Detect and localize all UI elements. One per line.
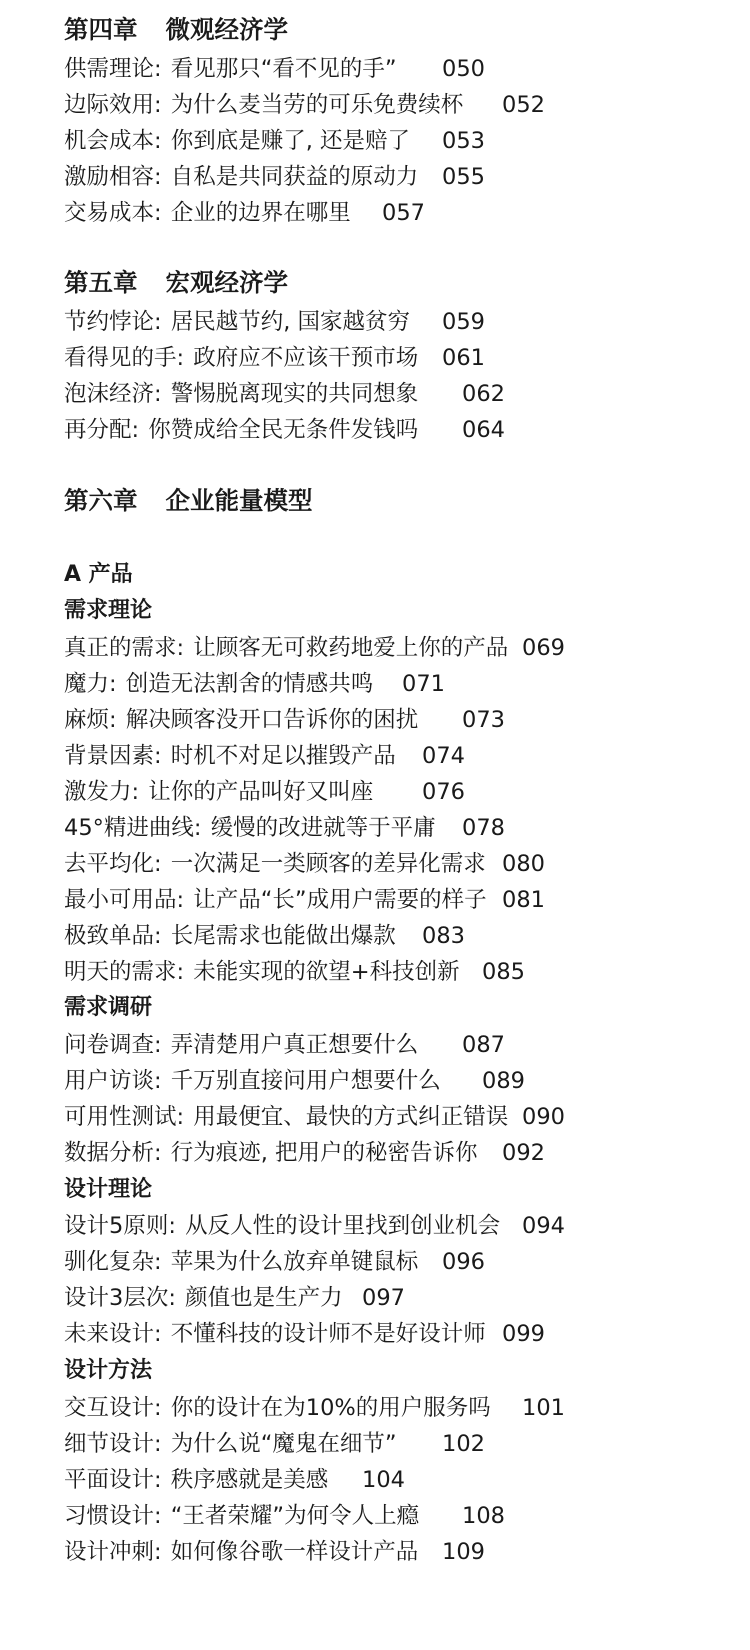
entry-desc: 看见那只“看不见的手” <box>170 56 397 82</box>
toc-entry[interactable]: 平面设计: 秩序感就是美感 104 <box>64 1462 328 1498</box>
entry-desc: 让产品“长”成用户需要的样子 <box>193 887 487 913</box>
entry-desc: 自私是共同获益的原动力 <box>170 164 419 190</box>
toc-entry[interactable]: 最小可用品: 让产品“长”成用户需要的样子 081 <box>64 882 487 918</box>
entry-page: 085 <box>482 959 525 985</box>
toc-entry[interactable]: 设计5原则: 从反人性的设计里找到创业机会 094 <box>64 1208 500 1244</box>
entry-page: 061 <box>442 345 485 371</box>
toc-entry[interactable]: 真正的需求: 让顾客无可救药地爱上你的产品 069 <box>64 630 508 666</box>
toc-entry[interactable]: 交互设计: 你的设计在为10%的用户服务吗 101 <box>64 1390 491 1426</box>
toc-entry[interactable]: 数据分析: 行为痕迹, 把用户的秘密告诉你 092 <box>64 1135 478 1171</box>
entry-page: 081 <box>502 887 545 913</box>
entry-page: 064 <box>462 417 505 443</box>
entry-title: 交互设计 <box>64 1395 155 1421</box>
toc-entry[interactable]: 麻烦: 解决顾客没开口告诉你的困扰 073 <box>64 702 418 738</box>
entry-title: 习惯设计 <box>64 1503 155 1529</box>
toc-entry[interactable]: 45°精进曲线: 缓慢的改进就等于平庸 078 <box>64 810 436 846</box>
entry-desc: 你的设计在为10%的用户服务吗 <box>170 1395 491 1421</box>
entry-title: 未来设计 <box>64 1321 155 1347</box>
entry-title: 细节设计 <box>64 1431 155 1457</box>
entry-desc: 企业的边界在哪里 <box>170 200 351 226</box>
entry-desc: 时机不对足以摧毁产品 <box>170 743 396 769</box>
section-heading: 需求调研 <box>64 995 153 1020</box>
toc-entry[interactable]: 未来设计: 不懂科技的设计师不是好设计师 099 <box>64 1316 486 1352</box>
entry-page: 090 <box>522 1104 565 1130</box>
entry-title: 再分配 <box>64 417 132 443</box>
chapter-heading <box>64 265 288 301</box>
part-heading: A 产品 <box>64 562 133 587</box>
entry-page: 062 <box>462 381 505 407</box>
entry-desc: 秩序感就是美感 <box>170 1467 329 1493</box>
entry-title: 魔力 <box>64 671 110 697</box>
entry-page: 101 <box>522 1395 565 1421</box>
entry-title: 平面设计 <box>64 1467 155 1493</box>
entry-title: 设计5原则 <box>64 1213 169 1239</box>
entry-desc: 你赞成给全民无条件发钱吗 <box>148 417 419 443</box>
entry-desc: 为什么说“魔鬼在细节” <box>170 1431 397 1457</box>
chapter-label: 第五章 <box>64 268 138 297</box>
entry-page: 074 <box>422 743 465 769</box>
toc-entry[interactable]: 习惯设计: “王者荣耀”为何令人上瘾 108 <box>64 1498 419 1534</box>
entry-desc: 缓慢的改进就等于平庸 <box>210 815 436 841</box>
entry-page: 096 <box>442 1249 485 1275</box>
entry-page: 092 <box>502 1140 545 1166</box>
entry-page: 078 <box>462 815 505 841</box>
chapter-name: 宏观经济学 <box>165 268 288 297</box>
entry-desc: 警惕脱离现实的共同想象 <box>170 381 419 407</box>
section-heading: 设计理论 <box>64 1177 153 1202</box>
entry-title: 极致单品 <box>64 923 155 949</box>
entry-page: 076 <box>422 779 465 805</box>
entry-desc: 一次满足一类顾客的差异化需求 <box>170 851 486 877</box>
entry-title: 机会成本 <box>64 128 155 154</box>
entry-desc: 创造无法割舍的情感共鸣 <box>125 671 374 697</box>
entry-desc: 不懂科技的设计师不是好设计师 <box>170 1321 486 1347</box>
entry-desc: 让顾客无可救药地爱上你的产品 <box>193 635 509 661</box>
chapter-name: 微观经济学 <box>165 15 288 44</box>
entry-page: 052 <box>502 92 545 118</box>
toc-entry[interactable]: 背景因素: 时机不对足以摧毁产品 074 <box>64 738 396 774</box>
entry-desc: 颜值也是生产力 <box>185 1285 343 1311</box>
entry-desc: 苹果为什么放弃单键鼠标 <box>170 1249 419 1275</box>
entry-page: 089 <box>482 1068 525 1094</box>
entry-title: 问卷调查 <box>64 1032 155 1058</box>
entry-title: 泡沫经济 <box>64 381 155 407</box>
entry-desc: 千万别直接问用户想要什么 <box>170 1068 441 1094</box>
toc-entry[interactable]: 可用性测试: 用最便宜、最快的方式纠正错误 090 <box>64 1099 508 1135</box>
toc-entry[interactable]: 明天的需求: 未能实现的欲望+科技创新 085 <box>64 954 460 990</box>
entry-desc: 居民越节约, 国家越贫穷 <box>170 309 411 335</box>
entry-desc: 行为痕迹, 把用户的秘密告诉你 <box>170 1140 478 1166</box>
toc-entry[interactable]: 再分配: 你赞成给全民无条件发钱吗 064 <box>64 412 418 448</box>
entry-page: 108 <box>462 1503 505 1529</box>
toc-entry[interactable]: 激发力: 让你的产品叫好又叫座 076 <box>64 774 373 810</box>
entry-title: 激发力 <box>64 779 132 805</box>
entry-desc: 政府应不应该干预市场 <box>193 345 419 371</box>
entry-page: 097 <box>362 1285 405 1311</box>
toc-entry[interactable]: 节约悖论: 居民越节约, 国家越贫穷 059 <box>64 304 410 340</box>
toc-entry[interactable]: 去平均化: 一次满足一类顾客的差异化需求 080 <box>64 846 486 882</box>
entry-title: 驯化复杂 <box>64 1249 155 1275</box>
toc-entry[interactable]: 泡沫经济: 警惕脱离现实的共同想象 062 <box>64 376 418 412</box>
chapter-label: 第四章 <box>64 15 138 44</box>
entry-page: 094 <box>522 1213 565 1239</box>
entry-page: 071 <box>402 671 445 697</box>
entry-page: 057 <box>382 200 425 226</box>
entry-page: 053 <box>442 128 485 154</box>
entry-page: 099 <box>502 1321 545 1347</box>
toc-entry[interactable]: 用户访谈: 千万别直接问用户想要什么 089 <box>64 1063 441 1099</box>
entry-title: 明天的需求 <box>64 959 177 985</box>
toc-entry[interactable]: 边际效用: 为什么麦当劳的可乐免费续杯 052 <box>64 87 463 123</box>
entry-page: 055 <box>442 164 485 190</box>
entry-title: 看得见的手 <box>64 345 177 371</box>
entry-page: 069 <box>522 635 565 661</box>
entry-page: 087 <box>462 1032 505 1058</box>
entry-title: 激励相容 <box>64 164 155 190</box>
entry-page: 104 <box>362 1467 405 1493</box>
entry-title: 用户访谈 <box>64 1068 155 1094</box>
entry-desc: 长尾需求也能做出爆款 <box>170 923 396 949</box>
toc-entry[interactable]: 魔力: 创造无法割舍的情感共鸣 071 <box>64 666 373 702</box>
entry-title: 交易成本 <box>64 200 155 226</box>
toc-entry[interactable]: 问卷调查: 弄清楚用户真正想要什么 087 <box>64 1027 418 1063</box>
entry-title: 设计3层次 <box>64 1285 169 1311</box>
toc-entry[interactable]: 激励相容: 自私是共同获益的原动力 055 <box>64 159 418 195</box>
entry-desc: 如何像谷歌一样设计产品 <box>170 1539 419 1565</box>
toc-entry[interactable]: 看得见的手: 政府应不应该干预市场 061 <box>64 340 418 376</box>
entry-title: 边际效用 <box>64 92 155 118</box>
entry-title: 麻烦 <box>64 707 110 733</box>
entry-title: 可用性测试 <box>64 1104 177 1130</box>
entry-desc: 你到底是赚了, 还是赔了 <box>170 128 411 154</box>
chapter-heading <box>64 12 288 48</box>
entry-page: 080 <box>502 851 545 877</box>
entry-title: 去平均化 <box>64 851 155 877</box>
chapter-heading <box>64 483 313 519</box>
chapter-label: 第六章 <box>64 486 138 515</box>
toc-entry[interactable]: 极致单品: 长尾需求也能做出爆款 083 <box>64 918 396 954</box>
entry-page: 073 <box>462 707 505 733</box>
entry-title: 供需理论 <box>64 56 155 82</box>
toc-entry[interactable]: 细节设计: 为什么说“魔鬼在细节” 102 <box>64 1426 397 1462</box>
entry-desc: 未能实现的欲望+科技创新 <box>193 959 460 985</box>
entry-desc: 解决顾客没开口告诉你的困扰 <box>125 707 419 733</box>
entry-desc: 用最便宜、最快的方式纠正错误 <box>193 1104 509 1130</box>
entry-page: 059 <box>442 309 485 335</box>
section-heading: 需求理论 <box>64 598 153 623</box>
toc-entry[interactable]: 驯化复杂: 苹果为什么放弃单键鼠标 096 <box>64 1244 418 1280</box>
toc-entry[interactable]: 设计冲刺: 如何像谷歌一样设计产品 109 <box>64 1534 418 1570</box>
entry-desc: 让你的产品叫好又叫座 <box>148 779 374 805</box>
toc-entry[interactable]: 供需理论: 看见那只“看不见的手” 050 <box>64 51 397 87</box>
entry-title: 设计冲刺 <box>64 1539 155 1565</box>
toc-entry[interactable]: 机会成本: 你到底是赚了, 还是赔了 053 <box>64 123 410 159</box>
entry-page: 050 <box>442 56 485 82</box>
entry-title: 节约悖论 <box>64 309 155 335</box>
chapter-name: 企业能量模型 <box>165 486 313 515</box>
entry-title: 数据分析 <box>64 1140 155 1166</box>
entry-desc: 为什么麦当劳的可乐免费续杯 <box>170 92 464 118</box>
entry-title: 背景因素 <box>64 743 155 769</box>
entry-title: 最小可用品 <box>64 887 177 913</box>
entry-title: 真正的需求 <box>64 635 177 661</box>
toc-entry[interactable]: 交易成本: 企业的边界在哪里 057 <box>64 195 351 231</box>
toc-entry[interactable]: 设计3层次: 颜值也是生产力 097 <box>64 1280 343 1316</box>
entry-title: 45°精进曲线 <box>64 815 194 841</box>
entry-desc: 弄清楚用户真正想要什么 <box>170 1032 419 1058</box>
entry-page: 109 <box>442 1539 485 1565</box>
entry-desc: 从反人性的设计里找到创业机会 <box>185 1213 501 1239</box>
entry-page: 102 <box>442 1431 485 1457</box>
entry-page: 083 <box>422 923 465 949</box>
section-heading: 设计方法 <box>64 1358 153 1383</box>
entry-desc: “王者荣耀”为何令人上瘾 <box>170 1503 420 1529</box>
